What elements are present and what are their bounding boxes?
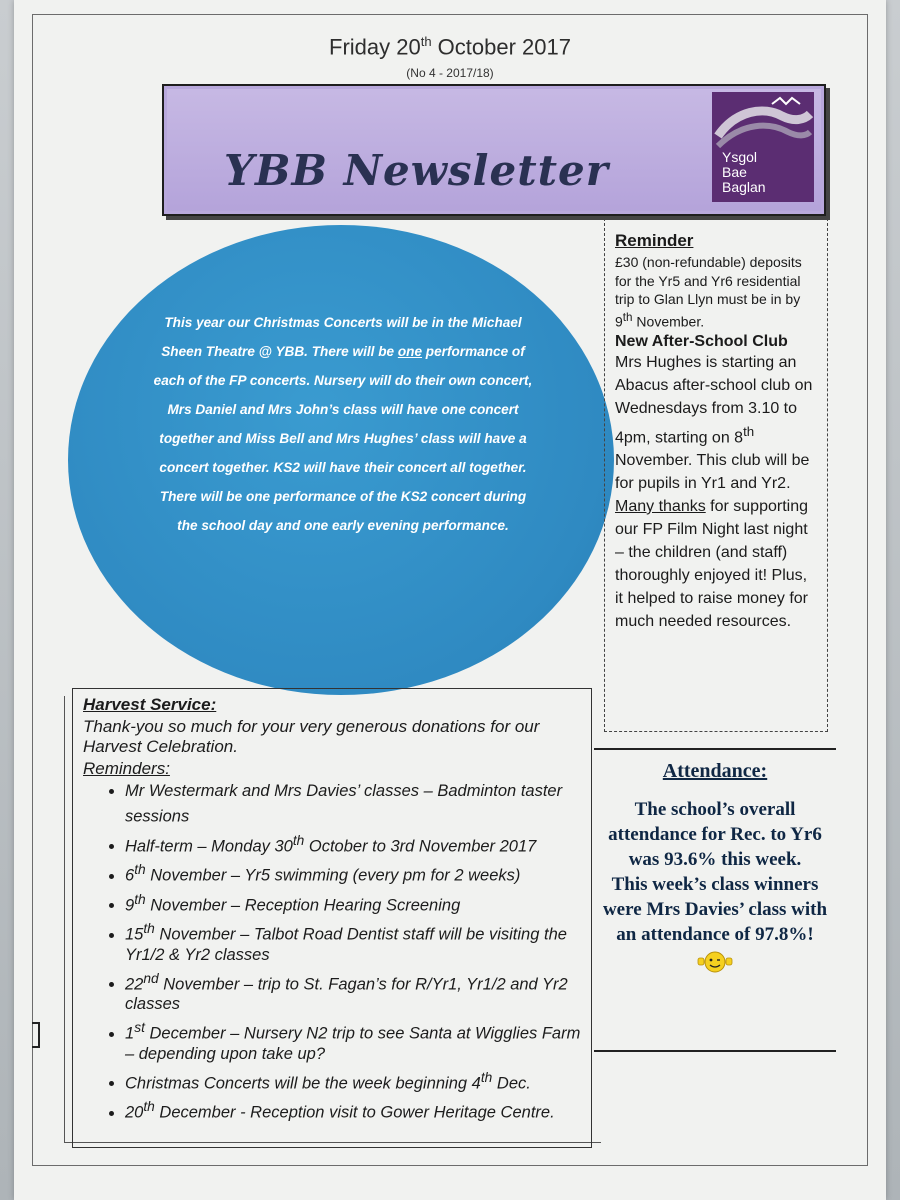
newsletter-date: Friday 20th October 2017	[329, 34, 571, 60]
school-logo	[712, 92, 814, 202]
list-item: • 22nd November – trip to St. Fagan’s for R/Yr1, Yr1/2 and Yr2 classes	[125, 969, 581, 1015]
club-heading: New After-School Club	[615, 332, 788, 350]
logo-text: Ysgol Bae Baglan	[722, 149, 766, 195]
harvest-box	[72, 688, 592, 1148]
page-edge-mark	[32, 1022, 40, 1048]
attendance-heading: Attendance:	[662, 760, 768, 782]
thumbs-up-smiley-icon	[697, 949, 733, 975]
list-item: • Mr Westermark and Mrs Davies’ classes – Badminton taster sessions	[125, 781, 581, 827]
harvest-heading: Harvest Service:	[83, 695, 217, 714]
list-item: • 15th November – Talbot Road Dentist staff will be visiting the Yr1/2 & Yr2 classes	[125, 919, 581, 965]
thanks-text: Many thanks for supporting our FP Film Night last night – the children (and staff) thoroughly enjoyed it! Plus, it helped to raise money for much needed resources.	[615, 497, 808, 630]
issue-number: (No 4 - 2017/18)	[406, 66, 494, 80]
list-item: • Half-term – Monday 30th October to 3rd November 2017	[125, 831, 581, 857]
list-item: • 6th November – Yr5 swimming (every pm for 2 weeks)	[125, 860, 581, 886]
reminders-label: Reminders:	[83, 759, 170, 778]
reminder-list	[83, 781, 581, 1123]
reminder-box	[604, 218, 828, 732]
concert-text: This year our Christmas Concerts will be in the Michael Sheen Theatre @ YBB. There will be one performance of each of the FP concerts. Nursery will do their own concert, Mrs Daniel and Mrs John’s class will have one concert together and Miss Bell and Mrs Hughes’ class will have a concert together. KS2 will have their concert all together. There will be one performance of the KS2 concert during the school day and one early evening performance.	[153, 315, 533, 533]
harvest-thanks: Thank-you so much for your very generous donations for our Harvest Celebration.	[83, 717, 540, 756]
club-text: Mrs Hughes is starting an Abacus after-school club on Wednesdays from 3.10 to 4pm, starting on 8th November. This club will be for pupils in Yr1 and Yr2.	[615, 353, 813, 492]
list-item: • Christmas Concerts will be the week beginning 4th Dec.	[125, 1068, 581, 1094]
list-item: • 9th November – Reception Hearing Screening	[125, 890, 581, 916]
attendance-box	[594, 748, 836, 1052]
deposit-reminder: £30 (non-refundable) deposits for the Yr5 and Yr6 residential trip to Glan Llyn must be in by 9th November.	[615, 254, 802, 330]
list-item: • 1st December – Nursery N2 trip to see Santa at Wigglies Farm – depending upon take up?	[125, 1018, 581, 1064]
attendance-overall: The school’s overall attendance for Rec. to Yr6 was 93.6% this week.	[608, 799, 822, 870]
list-item: • 20th December - Reception visit to Gower Heritage Centre.	[125, 1097, 581, 1123]
newsletter-title: YBB Newsletter	[224, 146, 609, 195]
reminder-heading: Reminder	[615, 231, 694, 250]
attendance-winners: This week’s class winners were Mrs Davies’ class with an attendance of 97.8%!	[602, 874, 828, 945]
